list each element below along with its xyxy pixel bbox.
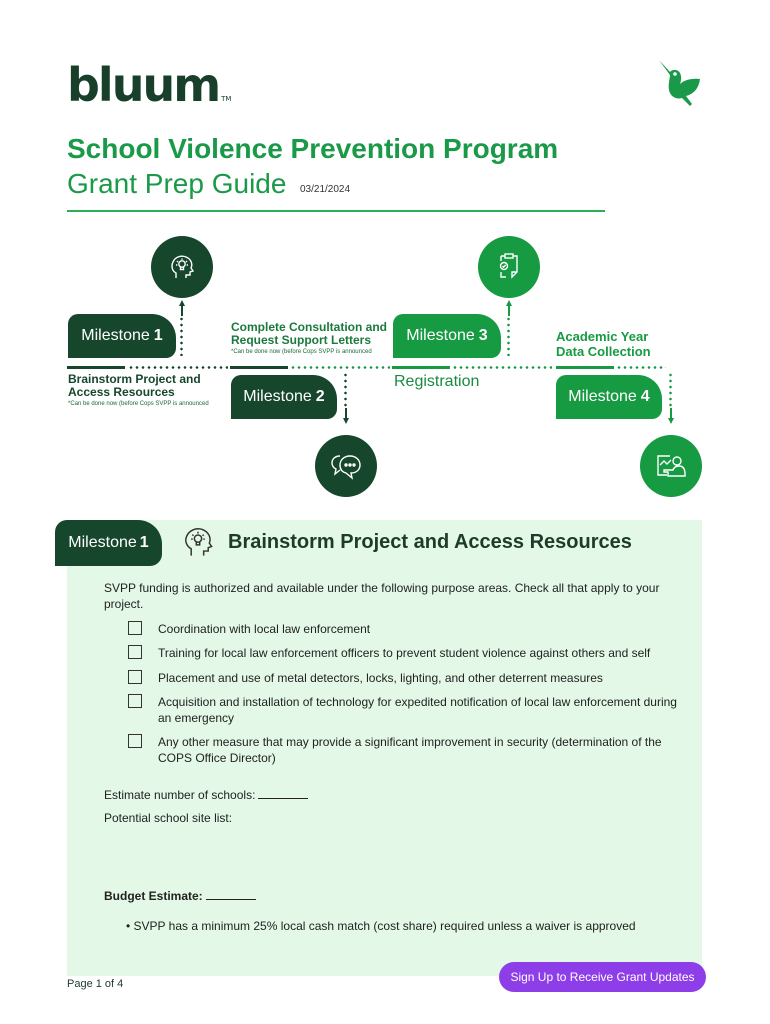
- milestone-timeline: [0, 0, 770, 510]
- timeline-line-segment: [556, 366, 614, 369]
- cost-share-bullet: • SVPP has a minimum 25% local cash match (cost share) required unless a waiver is approved: [126, 919, 636, 933]
- milestone-word: Milestone: [68, 534, 137, 551]
- signup-grant-updates-button[interactable]: Sign Up to Receive Grant Updates: [499, 962, 706, 992]
- milestone-1-icon-circle: [151, 236, 213, 298]
- milestone-2-tab: [231, 375, 337, 419]
- section-intro: SVPP funding is authorized and available under the following purpose areas. Check all that apply to your project.: [104, 581, 660, 611]
- panel-milestone-tab: [55, 520, 162, 566]
- milestone-word: Milestone: [81, 327, 150, 344]
- checklist-item: [128, 621, 688, 637]
- checklist-item: [128, 694, 688, 726]
- logo-trademark: TM: [221, 95, 232, 103]
- milestone-label-line: Request Support Letters: [231, 333, 372, 347]
- milestone-1-label: [68, 373, 209, 407]
- checklist-label: Training for local law enforcement officers to prevent student violence against others and self: [158, 646, 651, 660]
- checkbox[interactable]: [128, 734, 142, 748]
- checklist-label: Placement and use of metal detectors, locks, lighting, and other deterrent measures: [158, 671, 603, 685]
- budget-estimate-field: [104, 888, 256, 903]
- head-lightbulb-icon: [181, 524, 215, 560]
- speech-bubbles-icon: [330, 452, 362, 480]
- head-lightbulb-icon: [167, 252, 197, 282]
- section-title: Brainstorm Project and Access Resources: [228, 531, 632, 553]
- checklist-item: [128, 734, 688, 766]
- checkbox[interactable]: [128, 645, 142, 659]
- timeline-dotted-segment: [616, 366, 666, 369]
- milestone-number: 4: [640, 388, 650, 405]
- timeline-line-segment: [67, 366, 125, 369]
- milestone-label-line: Brainstorm Project and: [68, 372, 201, 386]
- checkbox[interactable]: [128, 694, 142, 708]
- page-title: School Violence Prevention Program: [67, 133, 559, 164]
- timeline-line-segment: [230, 366, 288, 369]
- milestone-label-line: Data Collection: [556, 344, 651, 359]
- milestone-3-connector: [507, 300, 512, 356]
- checkbox[interactable]: [128, 670, 142, 684]
- estimate-schools-blank[interactable]: [258, 787, 308, 799]
- milestone-2-connector: [344, 372, 349, 424]
- milestone-label-line: Academic Year: [556, 329, 649, 344]
- milestone-note: *Can be done now (before Cops SVPP is announced: [68, 401, 209, 407]
- milestone-number: 1: [153, 327, 163, 344]
- milestone-3-tab: [393, 314, 501, 358]
- checklist-item: [128, 670, 688, 686]
- milestone-4-tab: [556, 375, 662, 419]
- timeline-line-segment: [392, 366, 450, 369]
- milestone-3-label: Registration: [394, 373, 480, 390]
- milestone-note: *Can be done now (before Cops SVPP is announced: [231, 349, 372, 355]
- checklist-item: [128, 645, 688, 661]
- page-number: Page 1 of 4: [67, 978, 124, 990]
- site-list-label: Potential school site list:: [104, 811, 233, 825]
- estimate-schools-label: Estimate number of schools:: [104, 788, 256, 802]
- logo-text: bluum: [67, 58, 220, 112]
- milestone-2-icon-circle: [315, 435, 377, 497]
- checklist-label: Coordination with local law enforcement: [158, 622, 371, 636]
- milestone-word: Milestone: [243, 388, 312, 405]
- checklist-label: Any other measure that may provide a significant improvement in security (determination of the COPS Office Director): [158, 735, 662, 765]
- checkbox[interactable]: [128, 621, 142, 635]
- clipboard-check-icon: [496, 252, 522, 282]
- timeline-dotted-segment: [452, 366, 552, 369]
- milestone-word: Milestone: [406, 327, 475, 344]
- milestone-label-line: Access Resources: [68, 385, 175, 399]
- milestone-number: 3: [478, 327, 488, 344]
- presentation-person-icon: [655, 453, 687, 479]
- milestone-label-line: Complete Consultation and: [231, 320, 387, 334]
- milestone-1-connector: [180, 300, 185, 356]
- cost-share-text: SVPP has a minimum 25% local cash match (cost share) required unless a waiver is approved: [133, 919, 636, 933]
- milestone-1-tab: [68, 314, 176, 358]
- estimate-schools-field: [104, 787, 308, 802]
- page-subtitle: Grant Prep Guide: [67, 168, 287, 199]
- milestone-word: Milestone: [568, 388, 637, 405]
- timeline-dotted-segment: [128, 366, 228, 369]
- milestone-4-connector: [669, 372, 674, 424]
- document-date: 03/21/2024: [300, 184, 351, 195]
- checklist-label: Acquisition and installation of technology for expedited notification of local law enforcement during an emergency: [158, 695, 677, 725]
- milestone-3-icon-circle: [478, 236, 540, 298]
- budget-estimate-label: Budget Estimate:: [104, 889, 203, 903]
- timeline-dotted-segment: [290, 366, 390, 369]
- milestone-4-icon-circle: [640, 435, 702, 497]
- milestone-number: 1: [139, 534, 149, 551]
- budget-estimate-blank[interactable]: [206, 888, 256, 900]
- milestone-number: 2: [315, 388, 325, 405]
- milestone-2-label: [231, 321, 387, 355]
- milestone-4-label: [556, 329, 651, 359]
